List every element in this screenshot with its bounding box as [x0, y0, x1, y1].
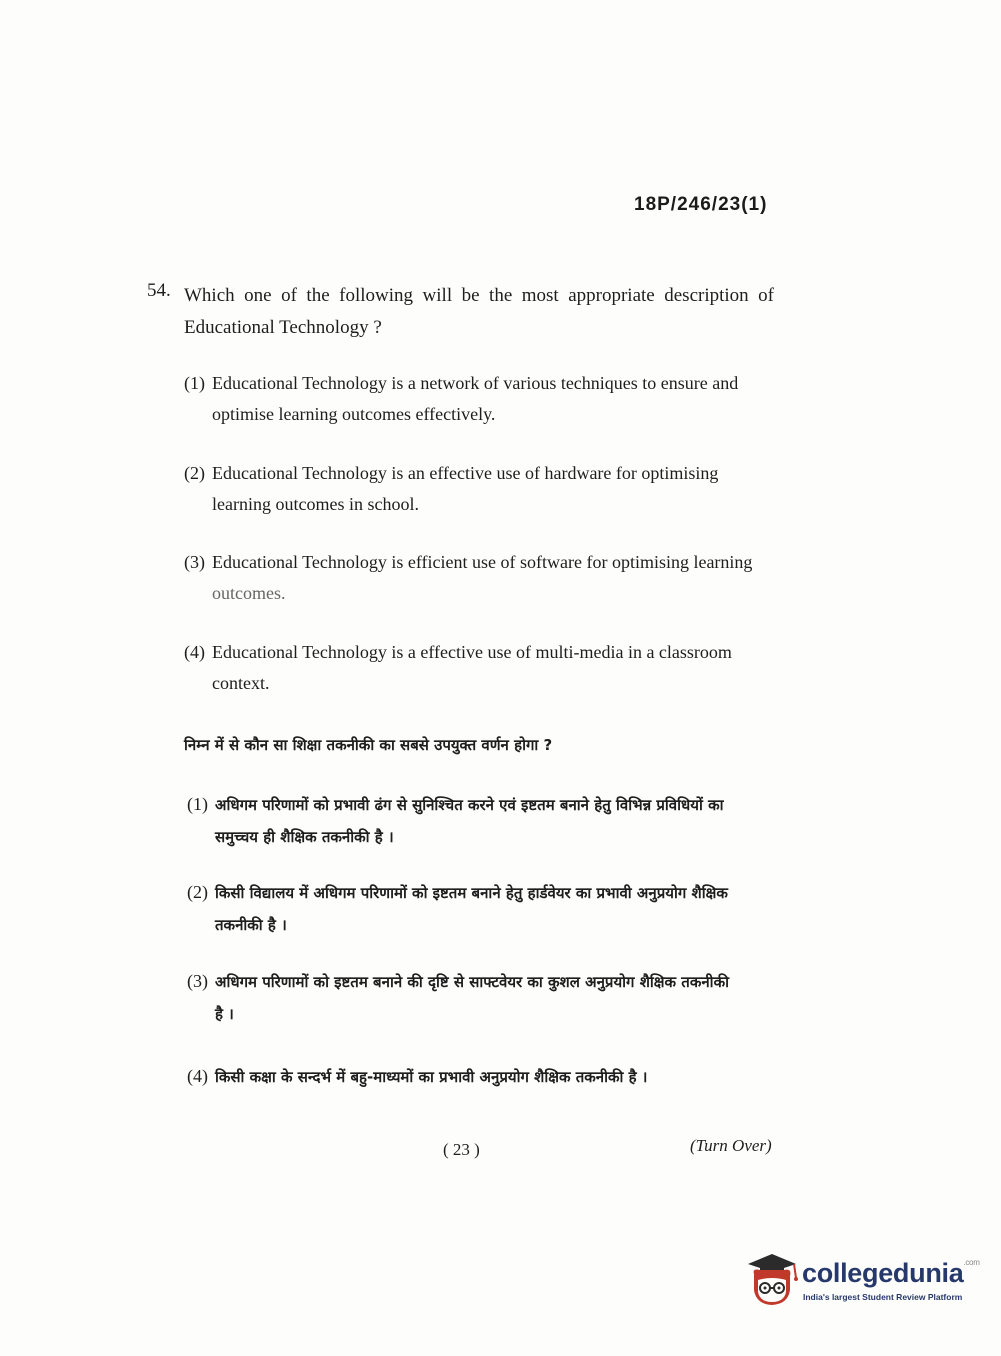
- option-2-english: [184, 458, 774, 520]
- collegedunia-watermark: [742, 1250, 980, 1310]
- option-number: (4): [184, 642, 205, 662]
- option-number: (1): [187, 794, 208, 814]
- option-text-continued: optimise learning outcomes effectively.: [212, 404, 496, 424]
- option-2-hindi: [187, 876, 777, 941]
- question-number: 54.: [147, 280, 171, 301]
- turn-over-note: (Turn Over): [690, 1136, 772, 1155]
- option-text-continued: है ।: [215, 1005, 234, 1023]
- watermark-brand-name: [802, 1258, 980, 1289]
- option-number: (3): [184, 552, 205, 572]
- option-text: Educational Technology is a network of various techniques to ensure and: [212, 373, 739, 393]
- option-text: किसी कक्षा के सन्दर्भ में बहु-माध्यमों का प्रभावी अनुप्रयोग शैक्षिक तकनीकी है ।: [215, 1068, 648, 1086]
- watermark-tagline: India's largest Student Review Platform: [803, 1292, 963, 1302]
- option-3-english: [184, 547, 774, 609]
- option-4-english: [184, 637, 774, 699]
- option-text-continued: outcomes.: [212, 583, 286, 603]
- option-text-continued: तकनीकी है ।: [215, 916, 287, 934]
- option-text: Educational Technology is efficient use of software for optimising learning: [212, 552, 753, 572]
- option-number: (3): [187, 971, 208, 991]
- brand-domain-suffix: .com: [963, 1258, 980, 1267]
- paper-code: 18P/246/23(1): [634, 194, 768, 215]
- option-number: (2): [184, 463, 205, 483]
- brand-text: collegedunia: [802, 1258, 964, 1288]
- option-text: Educational Technology is a effective use of multi-media in a classroom: [212, 642, 732, 662]
- mascot-icon: [742, 1250, 800, 1308]
- option-number: (1): [184, 373, 205, 393]
- option-text-continued: समुच्चय ही शैक्षिक तकनीकी है ।: [215, 828, 394, 846]
- option-text: अधिगम परिणामों को इष्टतम बनाने की दृष्टि से साफ्टवेयर का कुशल अनुप्रयोग शैक्षिक तकनीकी: [215, 973, 729, 991]
- option-text-continued: learning outcomes in school.: [212, 494, 419, 514]
- option-text: किसी विद्यालय में अधिगम परिणामों को इष्टतम बनाने हेतु हार्डवेयर का प्रभावी अनुप्रयोग शैक्षिक: [215, 884, 728, 902]
- option-1-hindi: [187, 788, 777, 853]
- question-text-english: Which one of the following will be the most appropriate description of Educational Technology ?: [184, 285, 774, 338]
- option-4-hindi: [187, 1060, 777, 1093]
- page-number: ( 23 ): [443, 1140, 480, 1159]
- option-text-continued: context.: [212, 673, 270, 693]
- option-text: Educational Technology is an effective use of hardware for optimising: [212, 463, 719, 483]
- option-text: अधिगम परिणामों को प्रभावी ढंग से सुनिश्चित करने एवं इष्टतम बनाने हेतु विभिन्न प्रविधियों का: [215, 796, 724, 814]
- option-number: (4): [187, 1066, 208, 1086]
- question-text-hindi: निम्न में से कौन सा शिक्षा तकनीकी का सबसे उपयुक्त वर्णन होगा ?: [184, 736, 553, 754]
- option-1-english: [184, 368, 774, 430]
- option-3-hindi: [187, 965, 777, 1030]
- option-number: (2): [187, 882, 208, 902]
